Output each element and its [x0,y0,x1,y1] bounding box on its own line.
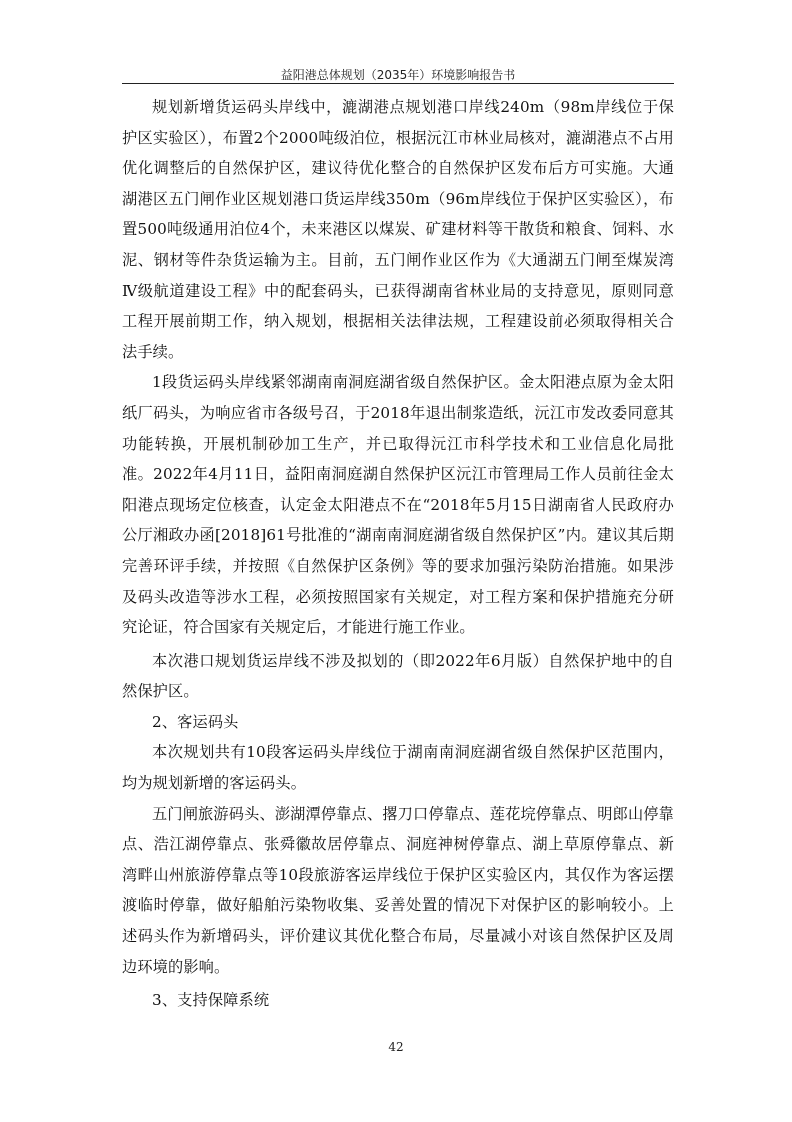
paragraph: 本次规划共有10段客运码头岸线位于湖南南洞庭湖省级自然保护区范围内，均为规划新增的客运码头。 [122,743,674,793]
running-header: 益阳港总体规划（2035年）环境影响报告书 [280,68,516,82]
header-rule [122,83,674,84]
paragraph: 本次港口规划货运岸线不涉及拟划的（即2022年6月版）自然保护地中的自然保护区。 [122,651,674,701]
paragraph: 1段货运码头岸线紧邻湖南南洞庭湖省级自然保护区。金太阳港点原为金太阳纸厂码头，为响应省市各级号召，于2018年退出制浆造纸，沅江市发改委同意其功能转换，开展机制砂加工生产，并已取得沅江市科学技术和工业信息化局批准。2022年4月11日，益阳南洞庭湖自然保护区沅江市管理局工作人员前往金太阳港点现场定位核查，认定金太阳港点不在“2018年5月15日湖南省人民政府办公厅湘政办函[2018]61号批准的“湖南南洞庭湖省级自然保护区”内。建议其后期完善环评手续，并按照《自然保护区条例》等的要求加强污染防治措施。如果涉及码头改造等涉水工程，必须按照国家有关规定，对工程方案和保护措施充分研究论证，符合国家有关规定后，才能进行施工作业。 [122,373,674,637]
body-text [122,92,674,1016]
paragraph: 五门闸旅游码头、澎湖潭停靠点、撂刀口停靠点、莲花垸停靠点、明郎山停靠点、浩江湖停靠点、张舜徽故居停靠点、洞庭神树停靠点、湖上草原停靠点、新湾畔山州旅游停靠点等10段旅游客运岸线位于保护区实验区内，其仅作为客运摆渡临时停靠，做好船舶污染物收集、妥善处置的情况下对保护区的影响较小。上述码头作为新增码头，评价建议其优化整合布局，尽量减小对该自然保护区及周边环境的影响。 [122,804,674,976]
section-heading: 2、客运码头 [152,712,239,731]
paragraph: 规划新增货运码头岸线中，漉湖港点规划港口岸线240m（98m岸线位于保护区实验区），布置2个2000吨级泊位，根据沅江市林业局核对，漉湖港点不占用优化调整后的自然保护区，建议待优化整合的自然保护区发布后方可实施。大通湖港区五门闸作业区规划港口货运岸线350m（96m岸线位于保护区实验区），布置500吨级通用泊位4个，未来港区以煤炭、矿建材料等干散货和粮食、饲料、水泥、钢材等件杂货运输为主。目前，五门闸作业区作为《大通湖五门闸至煤炭湾Ⅳ级航道建设工程》中的配套码头，已获得湖南省林业局的支持意见，原则同意工程开展前期工作，纳入规划，根据相关法律法规，工程建设前必须取得相关合法手续。 [122,98,674,361]
section-heading: 3、支持保障系统 [152,991,270,1010]
page-number: 42 [388,1040,404,1054]
